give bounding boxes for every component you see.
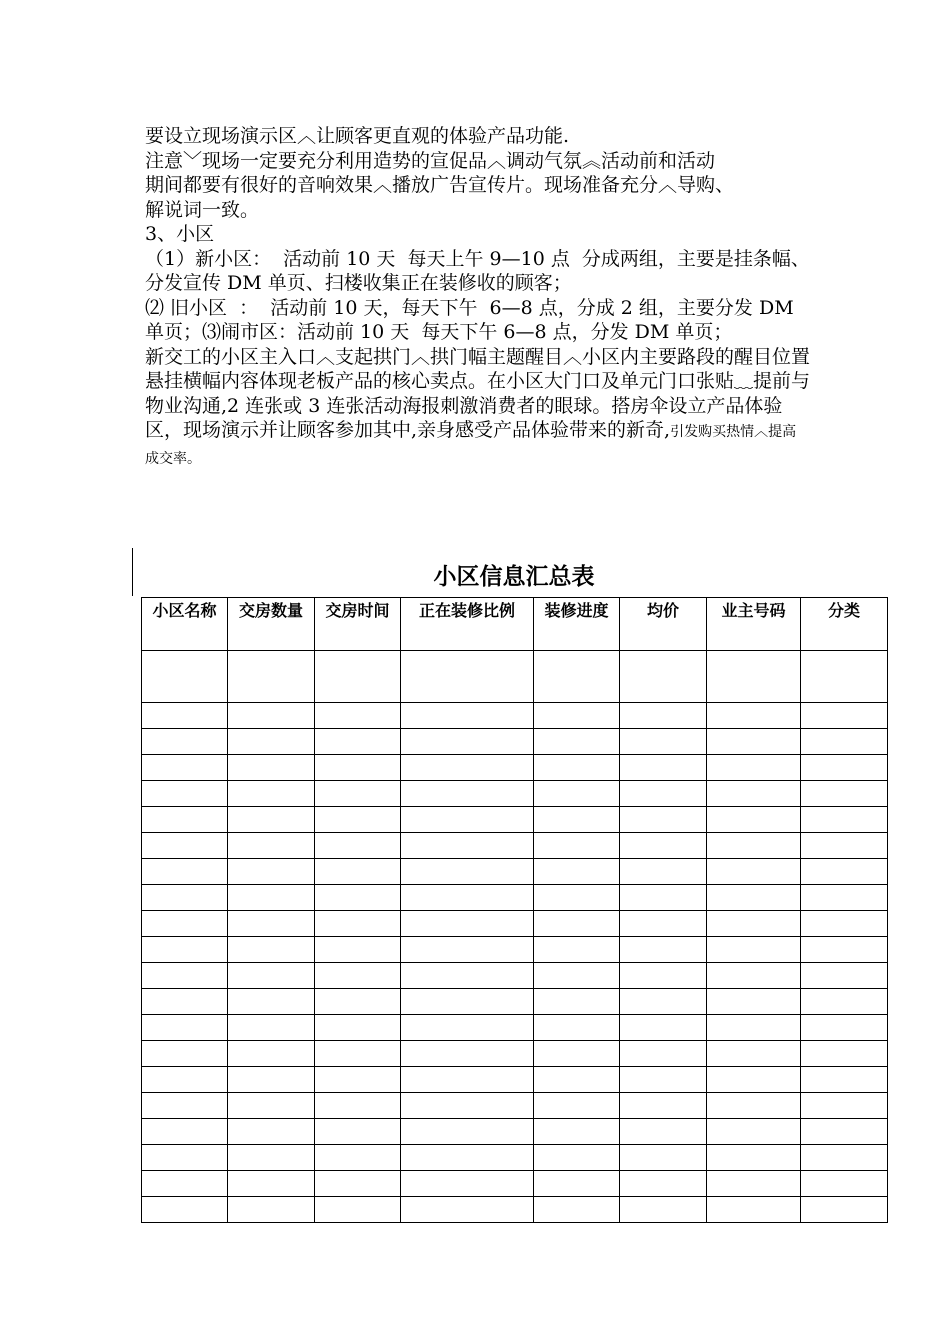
header-cell: 均价 <box>620 598 707 651</box>
table-cell <box>707 1041 801 1067</box>
table-cell <box>620 651 707 703</box>
table-cell <box>228 703 315 729</box>
table-cell <box>315 859 401 885</box>
table-cell <box>142 1171 228 1197</box>
table-row <box>142 885 888 911</box>
table-cell <box>315 911 401 937</box>
table-cell <box>620 755 707 781</box>
table-row <box>142 1041 888 1067</box>
section-heading: 3、小区 <box>145 223 215 245</box>
table-cell <box>801 963 888 989</box>
table-row <box>142 1067 888 1093</box>
table-cell <box>707 937 801 963</box>
table-cell <box>142 1093 228 1119</box>
table-row <box>142 1015 888 1041</box>
table-row <box>142 755 888 781</box>
table-cell <box>228 781 315 807</box>
table-header-row <box>142 598 888 651</box>
table-cell <box>707 885 801 911</box>
table-cell <box>620 937 707 963</box>
table-cell <box>707 703 801 729</box>
table-cell <box>534 963 620 989</box>
table-cell <box>620 989 707 1015</box>
table-cell <box>315 1145 401 1171</box>
table-cell <box>801 989 888 1015</box>
table-cell <box>534 989 620 1015</box>
table-cell <box>401 1145 534 1171</box>
table-cell <box>801 807 888 833</box>
community-info-table <box>141 597 888 1223</box>
table-cell <box>315 1067 401 1093</box>
paragraph-new-delivery-tail: 引发购买热情︿提高成交率。 <box>145 424 797 467</box>
header-cell: 交房数量 <box>228 598 315 651</box>
table-title: 小区信息汇总表 <box>433 564 595 590</box>
table-cell <box>401 1119 534 1145</box>
table-cell <box>401 729 534 755</box>
table-cell <box>801 859 888 885</box>
table-cell <box>142 885 228 911</box>
table-cell <box>620 807 707 833</box>
table-row <box>142 833 888 859</box>
table-cell <box>228 937 315 963</box>
paragraph-new-community: （1）新小区： 活动前 10 天 每天上午 9—10 点 分成两组，主要是挂条幅、分发宣传 DM 单页、扫楼收集正在装修收的顾客； <box>145 247 810 294</box>
table-cell <box>228 885 315 911</box>
table-row <box>142 1119 888 1145</box>
table-cell <box>801 1171 888 1197</box>
table-cell <box>315 1015 401 1041</box>
table-cell <box>142 1119 228 1145</box>
table-cell <box>534 1015 620 1041</box>
table-cell <box>228 1171 315 1197</box>
table-cell <box>142 1145 228 1171</box>
table-cell <box>228 833 315 859</box>
table-cell <box>142 1067 228 1093</box>
table-cell <box>315 1197 401 1223</box>
table-row <box>142 729 888 755</box>
table-cell <box>620 781 707 807</box>
header-cell: 装修进度 <box>534 598 620 651</box>
table-cell <box>142 937 228 963</box>
table-cell <box>315 1093 401 1119</box>
table-cell <box>620 963 707 989</box>
table-cell <box>707 1067 801 1093</box>
table-cell <box>315 781 401 807</box>
table-cell <box>620 1171 707 1197</box>
header-cell: 小区名称 <box>142 598 228 651</box>
table-cell <box>801 1015 888 1041</box>
table-cell <box>228 911 315 937</box>
paragraph-3: 期间都要有很好的音响效果︿播放广告宣传片。现场准备充分︿导购、 <box>145 174 735 196</box>
table-cell <box>228 1093 315 1119</box>
table-cell <box>707 859 801 885</box>
table-cell <box>707 833 801 859</box>
paragraph-new-delivery-main: 新交工的小区主入口︿支起拱门︿拱门幅主题醒目︿小区内主要路段的醒目位置悬挂横幅内容体现老板产品的核心卖点。在小区大门口及单元门口张贴﹏提前与物业沟通,2 连张或 3 连张活动海报刺激消费者的眼球。搭房伞设立产品体验区，现场演示并让顾客参加其中,亲身感受产品体验带来的新奇, <box>145 345 811 441</box>
table-cell <box>142 729 228 755</box>
table-cell <box>620 833 707 859</box>
table-cell <box>707 729 801 755</box>
table-cell <box>534 1093 620 1119</box>
table-cell <box>801 729 888 755</box>
table-cell <box>534 885 620 911</box>
table-cell <box>315 651 401 703</box>
table-row <box>142 703 888 729</box>
table-cell <box>534 1041 620 1067</box>
table-row <box>142 911 888 937</box>
table-cell <box>228 859 315 885</box>
table-cell <box>401 833 534 859</box>
table-cell <box>534 755 620 781</box>
table-cell <box>401 859 534 885</box>
header-cell: 正在装修比例 <box>401 598 534 651</box>
table-cell <box>707 989 801 1015</box>
table-cell <box>142 1197 228 1223</box>
table-row <box>142 937 888 963</box>
table-cell <box>801 651 888 703</box>
table-cell <box>620 1145 707 1171</box>
table-cell <box>315 729 401 755</box>
table-cell <box>534 781 620 807</box>
paragraph-4: 解说词一致。 <box>145 198 260 221</box>
table-cell <box>620 1093 707 1119</box>
table-cell <box>401 755 534 781</box>
table-cell <box>620 1197 707 1223</box>
table-cell <box>801 703 888 729</box>
table-cell <box>801 911 888 937</box>
table-cell <box>228 755 315 781</box>
table-cell <box>401 1067 534 1093</box>
table-cell <box>401 1197 534 1223</box>
table-row <box>142 651 888 703</box>
table-cell <box>534 1067 620 1093</box>
table-cell <box>142 807 228 833</box>
table-cell <box>401 911 534 937</box>
table-cell <box>707 807 801 833</box>
table-cell <box>228 651 315 703</box>
table-row <box>142 989 888 1015</box>
table-cell <box>534 833 620 859</box>
table-cell <box>315 937 401 963</box>
table-cell <box>801 781 888 807</box>
table-cell <box>620 885 707 911</box>
table-cell <box>228 1145 315 1171</box>
table-cell <box>534 729 620 755</box>
paragraph-1: 要设立现场演示区︿让顾客更直观的体验产品功能. <box>145 125 570 147</box>
table-cell <box>315 1119 401 1145</box>
table-cell <box>142 755 228 781</box>
table-cell <box>315 989 401 1015</box>
table-cell <box>142 703 228 729</box>
table-row <box>142 1171 888 1197</box>
body-text <box>145 124 810 471</box>
table-cell <box>707 1171 801 1197</box>
table-body <box>142 651 888 1223</box>
table-cell <box>228 729 315 755</box>
paragraph-2: 注意﹀现场一定要充分利用造势的宣促品︿调动气氛︽活动前和活动 <box>145 149 716 172</box>
table-cell <box>142 781 228 807</box>
table-cell <box>315 833 401 859</box>
table-cell <box>401 807 534 833</box>
table-cell <box>315 963 401 989</box>
table-cell <box>142 1015 228 1041</box>
table-cell <box>620 1119 707 1145</box>
table-row <box>142 1145 888 1171</box>
table-cell <box>401 1041 534 1067</box>
table-cell <box>801 1041 888 1067</box>
table-cell <box>534 1119 620 1145</box>
table-cell <box>228 1197 315 1223</box>
header-cell: 业主号码 <box>707 598 801 651</box>
table-cell <box>707 1015 801 1041</box>
table-cell <box>801 833 888 859</box>
table-cell <box>534 937 620 963</box>
table-cell <box>801 1145 888 1171</box>
header-cell: 交房时间 <box>315 598 401 651</box>
table-cell <box>801 1093 888 1119</box>
table-cell <box>315 1171 401 1197</box>
table-cell <box>801 885 888 911</box>
table-cell <box>620 1015 707 1041</box>
table-cell <box>315 1041 401 1067</box>
table-cell <box>620 911 707 937</box>
table-cell <box>142 963 228 989</box>
table-cell <box>707 1093 801 1119</box>
table-cell <box>401 651 534 703</box>
table-row <box>142 1093 888 1119</box>
table-cell <box>315 755 401 781</box>
table-cell <box>801 1197 888 1223</box>
table-cell <box>707 963 801 989</box>
table-cell <box>620 1041 707 1067</box>
table-cell <box>801 755 888 781</box>
paragraph-old-community: ⑵ 旧小区 ： 活动前 10 天，每天下午 6—8 点，分成 2 组，主要分发 DM 单页；⑶闹市区：活动前 10 天 每天下午 6—8 点，分发 DM 单页； <box>145 296 800 343</box>
table-cell <box>401 885 534 911</box>
table-cell <box>534 703 620 729</box>
table-cell <box>228 989 315 1015</box>
table-cell <box>534 1171 620 1197</box>
table-cell <box>801 937 888 963</box>
table-cell <box>228 963 315 989</box>
table-cell <box>707 781 801 807</box>
table-cell <box>401 963 534 989</box>
table-cell <box>228 1041 315 1067</box>
table-cell <box>142 859 228 885</box>
table-cell <box>707 1119 801 1145</box>
table-cell <box>142 651 228 703</box>
table-cell <box>707 911 801 937</box>
table-cell <box>620 729 707 755</box>
header-cell: 分类 <box>801 598 888 651</box>
table-cell <box>401 1093 534 1119</box>
table-cell <box>228 1119 315 1145</box>
table-cell <box>401 1015 534 1041</box>
table-cell <box>315 807 401 833</box>
table-cell <box>707 651 801 703</box>
table-cell <box>534 651 620 703</box>
table-row <box>142 807 888 833</box>
margin-divider <box>132 548 133 596</box>
table-cell <box>620 1067 707 1093</box>
table-cell <box>801 1119 888 1145</box>
table-cell <box>534 911 620 937</box>
table-cell <box>228 1015 315 1041</box>
table-cell <box>142 1041 228 1067</box>
table-cell <box>620 703 707 729</box>
table-cell <box>801 1067 888 1093</box>
table-cell <box>142 911 228 937</box>
table-row <box>142 963 888 989</box>
table-cell <box>401 989 534 1015</box>
table-cell <box>142 833 228 859</box>
table-cell <box>707 755 801 781</box>
table-cell <box>534 859 620 885</box>
table-row <box>142 781 888 807</box>
table-row <box>142 1197 888 1223</box>
table-row <box>142 859 888 885</box>
table-cell <box>534 807 620 833</box>
table-cell <box>401 937 534 963</box>
table-cell <box>707 1197 801 1223</box>
table-cell <box>534 1197 620 1223</box>
table-cell <box>228 1067 315 1093</box>
table-cell <box>142 989 228 1015</box>
table-cell <box>401 781 534 807</box>
table-cell <box>620 859 707 885</box>
table-cell <box>315 885 401 911</box>
table-cell <box>707 1145 801 1171</box>
table-cell <box>401 703 534 729</box>
table-cell <box>534 1145 620 1171</box>
table-cell <box>228 807 315 833</box>
table-cell <box>401 1171 534 1197</box>
table-cell <box>315 703 401 729</box>
paragraph-new-delivery <box>145 345 810 472</box>
